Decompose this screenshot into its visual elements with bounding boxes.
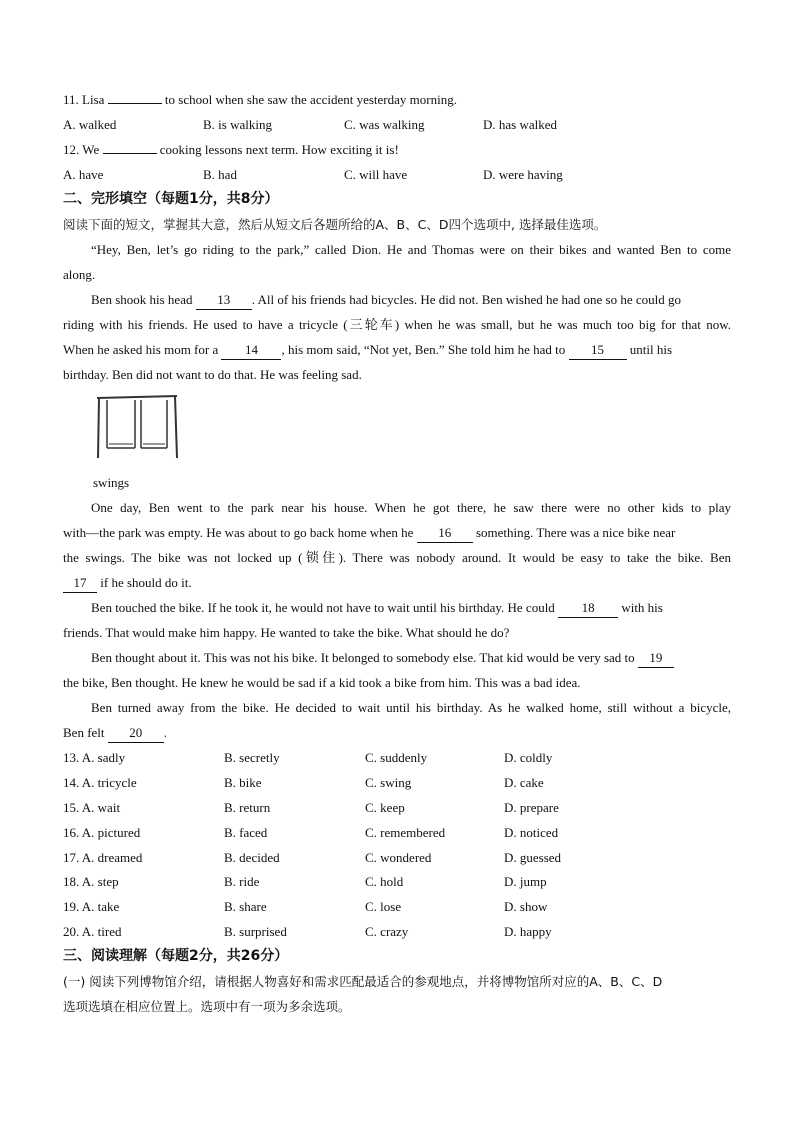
p6-text-a: Ben felt — [63, 725, 105, 740]
section2-heading: 二、完形填空（每题1分，共8分） — [63, 191, 279, 207]
option-18-d[interactable]: D. jump — [504, 874, 547, 889]
q11-option-b[interactable]: B. is walking — [203, 117, 272, 132]
question-11 — [63, 87, 731, 112]
option-18-a[interactable]: 18. A. step — [63, 874, 119, 889]
section3-heading: 三、阅读理解（每题2分，共26分） — [63, 948, 289, 964]
option-17-d[interactable]: D. guessed — [504, 850, 562, 865]
option-19-c[interactable]: C. lose — [365, 899, 402, 914]
option-14-b[interactable]: B. bike — [224, 775, 262, 790]
passage-p6-line1: Ben turned away from the bike. He decided to wait until his birthday. As he walked home, still without a bicycle, — [91, 700, 731, 715]
section2-instruction: 阅读下面的短文，掌握其大意，然后从短文后各题所给的A、B、C、D四个选项中, 选择最佳选项。 — [63, 217, 607, 232]
option-13-a[interactable]: 13. A. sadly — [63, 750, 126, 765]
option-16-b[interactable]: B. faced — [224, 825, 268, 840]
option-13-b[interactable]: B. secretly — [224, 750, 280, 765]
q12-stem-post: cooking lessons next term. How exciting it is! — [159, 142, 399, 157]
option-19-d[interactable]: D. show — [504, 899, 548, 914]
p4-text-b: with his — [621, 600, 663, 615]
options-row-19 — [63, 894, 731, 919]
p3-text-a: with—the park was empty. He was about to go back home when he — [63, 525, 414, 540]
p3-text-c: if he should do it. — [100, 575, 192, 590]
option-15-b[interactable]: B. return — [224, 800, 271, 815]
q11-option-a[interactable]: A. walked — [63, 117, 117, 132]
p2-text-b: . All of his friends had bicycles. He did not. Ben wished he had one so he could go — [251, 292, 681, 307]
q11-option-c[interactable]: C. was walking — [344, 117, 425, 132]
option-16-c[interactable]: C. remembered — [365, 825, 446, 840]
passage-p3-line1: One day, Ben went to the park near his house. When he got there, he saw there were no other kids to play — [91, 500, 731, 515]
section3-instruction-line1: (一) 阅读下列博物馆介绍，请根据人物喜好和需求匹配最适合的参观地点，并将博物馆所对应的A、B、C、D — [63, 974, 663, 989]
q12-blank[interactable] — [103, 139, 157, 154]
options-row-20 — [63, 919, 731, 944]
option-16-a[interactable]: 16. A. pictured — [63, 825, 141, 840]
options-row-13 — [63, 745, 731, 770]
passage-p6-line2 — [63, 720, 731, 745]
option-14-d[interactable]: D. cake — [504, 775, 544, 790]
p6-text-b: . — [163, 725, 168, 740]
passage-p3-line2 — [63, 520, 731, 545]
option-20-c[interactable]: C. crazy — [365, 924, 409, 939]
q11-stem-pre: 11. Lisa — [63, 92, 105, 107]
passage-p4-line2: friends. That would make him happy. He wanted to take the bike. What should he do? — [63, 625, 510, 640]
blank-16[interactable]: 16 — [417, 525, 473, 543]
option-17-c[interactable]: C. wondered — [365, 850, 432, 865]
blank-15[interactable]: 15 — [569, 342, 627, 360]
option-20-d[interactable]: D. happy — [504, 924, 552, 939]
passage-p3-line3: the swings. The bike was not locked up (锁住). There was nobody around. It would be easy to take the bike. Ben — [63, 550, 731, 565]
passage-p5-line2: the bike, Ben thought. He knew he would be sad if a kid took a bike from him. This was a bad idea. — [63, 675, 581, 690]
option-20-a[interactable]: 20. A. tired — [63, 924, 122, 939]
blank-13[interactable]: 13 — [196, 292, 252, 310]
options-row-16 — [63, 820, 731, 845]
section3-instruction-line2: 选项选填在相应位置上。选项中有一项为多余选项。 — [63, 999, 351, 1014]
q11-blank[interactable] — [108, 89, 162, 104]
option-15-a[interactable]: 15. A. wait — [63, 800, 121, 815]
option-14-c[interactable]: C. swing — [365, 775, 412, 790]
p2-text-c: When he asked his mom for a — [63, 342, 219, 357]
q12-option-b[interactable]: B. had — [203, 167, 237, 182]
q12-options — [63, 162, 731, 187]
option-14-a[interactable]: 14. A. tricycle — [63, 775, 137, 790]
swings-caption: swings — [93, 475, 130, 490]
p2-text-d: , his mom said, “Not yet, Ben.” She told him he had to — [281, 342, 566, 357]
option-18-b[interactable]: B. ride — [224, 874, 260, 889]
option-17-a[interactable]: 17. A. dreamed — [63, 850, 143, 865]
q12-option-a[interactable]: A. have — [63, 167, 104, 182]
option-16-d[interactable]: D. noticed — [504, 825, 559, 840]
option-19-b[interactable]: B. share — [224, 899, 267, 914]
option-19-a[interactable]: 19. A. take — [63, 899, 120, 914]
q12-option-c[interactable]: C. will have — [344, 167, 408, 182]
q11-options — [63, 112, 731, 137]
p3-text-b: something. There was a nice bike near — [475, 525, 676, 540]
options-row-17 — [63, 845, 731, 870]
p2-text-e: until his — [629, 342, 673, 357]
passage-p4-line1 — [91, 595, 731, 620]
passage-p2-line2: riding with his friends. He used to have a tricycle (三轮车) when he was small, but he was much too big for that now. — [63, 317, 731, 332]
q11-stem-post: to school when she saw the accident yesterday morning. — [164, 92, 457, 107]
question-12 — [63, 137, 731, 162]
blank-19[interactable]: 19 — [638, 650, 674, 668]
passage-p2-line4: birthday. Ben did not want to do that. He was feeling sad. — [63, 367, 362, 382]
blank-14[interactable]: 14 — [221, 342, 281, 360]
passage-p1-line1: “Hey, Ben, let’s go riding to the park,” called Dion. He and Thomas were on their bikes and wanted Ben to come — [91, 242, 731, 257]
option-20-b[interactable]: B. surprised — [224, 924, 287, 939]
blank-20[interactable]: 20 — [108, 725, 164, 743]
passage-p3-line4 — [63, 570, 731, 595]
passage-p2-line3 — [63, 337, 731, 362]
passage-p1-line2: along. — [63, 267, 96, 282]
options-row-18 — [63, 869, 731, 894]
option-15-c[interactable]: C. keep — [365, 800, 405, 815]
p5-text-a: Ben thought about it. This was not his bike. It belonged to somebody else. That kid would be very sad to — [91, 650, 635, 665]
p4-text-a: Ben touched the bike. If he took it, he would not have to wait until his birthday. He could — [91, 600, 555, 615]
option-13-d[interactable]: D. coldly — [504, 750, 553, 765]
option-13-c[interactable]: C. suddenly — [365, 750, 428, 765]
swings-illustration — [93, 392, 179, 460]
passage-p2-line1 — [91, 287, 731, 312]
blank-17[interactable]: 17 — [63, 575, 97, 593]
option-17-b[interactable]: B. decided — [224, 850, 280, 865]
option-15-d[interactable]: D. prepare — [504, 800, 559, 815]
options-row-15 — [63, 795, 731, 820]
q12-option-d[interactable]: D. were having — [483, 167, 563, 182]
q11-option-d[interactable]: D. has walked — [483, 117, 558, 132]
options-row-14 — [63, 770, 731, 795]
q12-stem-pre: 12. We — [63, 142, 100, 157]
option-18-c[interactable]: C. hold — [365, 874, 404, 889]
blank-18[interactable]: 18 — [558, 600, 618, 618]
passage-p5-line1 — [91, 645, 731, 670]
p2-text-a: Ben shook his head — [91, 292, 193, 307]
